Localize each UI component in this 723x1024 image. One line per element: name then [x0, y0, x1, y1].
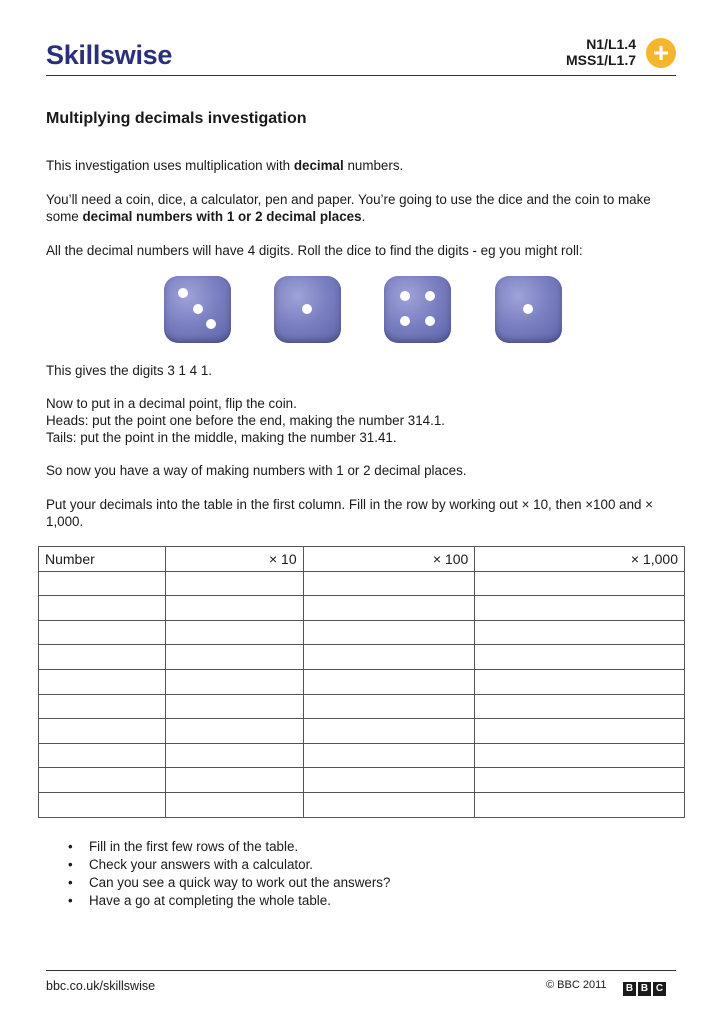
- curriculum-levels: [566, 36, 636, 68]
- table-cell[interactable]: [39, 571, 166, 596]
- materials-text-end: .: [361, 209, 366, 224]
- table-cell[interactable]: [475, 571, 685, 596]
- table-cell[interactable]: [39, 694, 166, 719]
- die-pip: [178, 288, 188, 298]
- table-cell[interactable]: [475, 669, 685, 694]
- table-cell[interactable]: [303, 792, 475, 817]
- table-cell[interactable]: [165, 743, 303, 768]
- table-cell[interactable]: [39, 620, 166, 645]
- plus-icon: +: [646, 38, 676, 68]
- table-cell[interactable]: [39, 792, 166, 817]
- dice-row: [164, 276, 564, 344]
- table-cell[interactable]: [165, 719, 303, 744]
- column-header-times-10: × 10: [165, 547, 303, 572]
- table-cell[interactable]: [39, 645, 166, 670]
- heads-rule: Heads: put the point one before the end, making the number 314.1.: [46, 413, 446, 428]
- column-header-times-100: × 100: [303, 547, 475, 572]
- die-pip: [400, 316, 410, 326]
- intro-text: This investigation uses multiplication with: [46, 158, 294, 173]
- table-cell[interactable]: [165, 768, 303, 793]
- table-cell[interactable]: [165, 792, 303, 817]
- digits-result-paragraph: This gives the digits 3 1 4 1.: [46, 363, 212, 378]
- die-four: [384, 276, 451, 343]
- table-row: [39, 694, 685, 719]
- intro-paragraph: [46, 157, 676, 174]
- table-cell[interactable]: [165, 620, 303, 645]
- table-cell[interactable]: [39, 743, 166, 768]
- table-cell[interactable]: [475, 768, 685, 793]
- skillswise-logo: Skillswise: [46, 40, 173, 70]
- multiplication-table: [38, 546, 685, 818]
- table-cell[interactable]: [303, 620, 475, 645]
- table-row: [39, 645, 685, 670]
- coin-instruction: Now to put in a decimal point, flip the coin.: [46, 396, 297, 411]
- die-pip: [523, 304, 533, 314]
- table-row: [39, 571, 685, 596]
- table-cell[interactable]: [303, 571, 475, 596]
- column-header-number: Number: [39, 547, 166, 572]
- die-pip: [206, 319, 216, 329]
- table-cell[interactable]: [39, 719, 166, 744]
- summary-paragraph: So now you have a way of making numbers with 1 or 2 decimal places.: [46, 463, 467, 478]
- footer-divider: [46, 970, 676, 971]
- digits-paragraph: All the decimal numbers will have 4 digits. Roll the dice to find the digits - eg you might roll:: [46, 243, 583, 258]
- bbc-letter: B: [623, 982, 636, 996]
- task-list: [68, 838, 390, 910]
- header-divider: [46, 75, 676, 76]
- table-cell[interactable]: [303, 645, 475, 670]
- table-cell[interactable]: [39, 596, 166, 621]
- table-cell[interactable]: [165, 669, 303, 694]
- table-cell[interactable]: [475, 792, 685, 817]
- level-code-1: N1/L1.4: [586, 36, 636, 52]
- table-row: [39, 792, 685, 817]
- materials-paragraph: [46, 191, 676, 225]
- list-item: • Check your answers with a calculator.: [68, 856, 390, 874]
- table-row: [39, 669, 685, 694]
- footer-url[interactable]: bbc.co.uk/skillswise: [46, 979, 156, 993]
- die-pip: [425, 316, 435, 326]
- table-cell[interactable]: [303, 768, 475, 793]
- table-cell[interactable]: [475, 620, 685, 645]
- table-cell[interactable]: [303, 719, 475, 744]
- list-item: • Have a go at completing the whole table.: [68, 892, 390, 910]
- tails-rule: Tails: put the point in the middle, making the number 31.41.: [46, 430, 397, 445]
- table-cell[interactable]: [475, 694, 685, 719]
- table-instruction-paragraph: Put your decimals into the table in the first column. Fill in the row by working out × 10, then ×100 and × 1,000.: [46, 497, 654, 529]
- table-cell[interactable]: [475, 743, 685, 768]
- table-cell[interactable]: [475, 645, 685, 670]
- die-pip: [425, 291, 435, 301]
- intro-bold: decimal: [293, 158, 344, 173]
- table-cell[interactable]: [475, 596, 685, 621]
- die-three: [164, 276, 231, 343]
- table-row: [39, 743, 685, 768]
- die-one-second: [495, 276, 562, 343]
- table-cell[interactable]: [165, 694, 303, 719]
- table-row: [39, 768, 685, 793]
- bbc-letter: B: [638, 982, 651, 996]
- table-cell[interactable]: [39, 669, 166, 694]
- table-cell[interactable]: [165, 596, 303, 621]
- table-cell[interactable]: [303, 743, 475, 768]
- footer-copyright: © BBC 2011: [546, 979, 607, 991]
- table-cell[interactable]: [303, 669, 475, 694]
- materials-bold: decimal numbers with 1 or 2 decimal places: [82, 209, 362, 224]
- die-one: [274, 276, 341, 343]
- table-cell[interactable]: [303, 596, 475, 621]
- bbc-logo: [623, 978, 668, 992]
- coin-paragraph: [46, 395, 676, 446]
- die-pip: [193, 304, 203, 314]
- table-cell[interactable]: [165, 571, 303, 596]
- materials-text: You’ll need a coin, dice, a calculator, pen and paper. You’re going to use the dice and the coin to make some: [46, 192, 651, 224]
- table-row: [39, 719, 685, 744]
- level-code-2: MSS1/L1.7: [565, 52, 636, 68]
- page-title: Multiplying decimals investigation: [46, 110, 307, 127]
- table-cell[interactable]: [475, 719, 685, 744]
- intro-text-end: numbers.: [343, 158, 404, 173]
- table-cell[interactable]: [165, 645, 303, 670]
- list-item: • Fill in the first few rows of the table.: [68, 838, 390, 856]
- table-cell[interactable]: [303, 694, 475, 719]
- table-header-row: [39, 547, 685, 572]
- table-row: [39, 596, 685, 621]
- table-row: [39, 620, 685, 645]
- die-pip: [302, 304, 312, 314]
- bbc-letter: C: [653, 982, 666, 996]
- table-cell[interactable]: [39, 768, 166, 793]
- list-item: • Can you see a quick way to work out the answers?: [68, 874, 390, 892]
- page-header: [46, 34, 676, 76]
- column-header-times-1000: × 1,000: [475, 547, 685, 572]
- die-pip: [400, 291, 410, 301]
